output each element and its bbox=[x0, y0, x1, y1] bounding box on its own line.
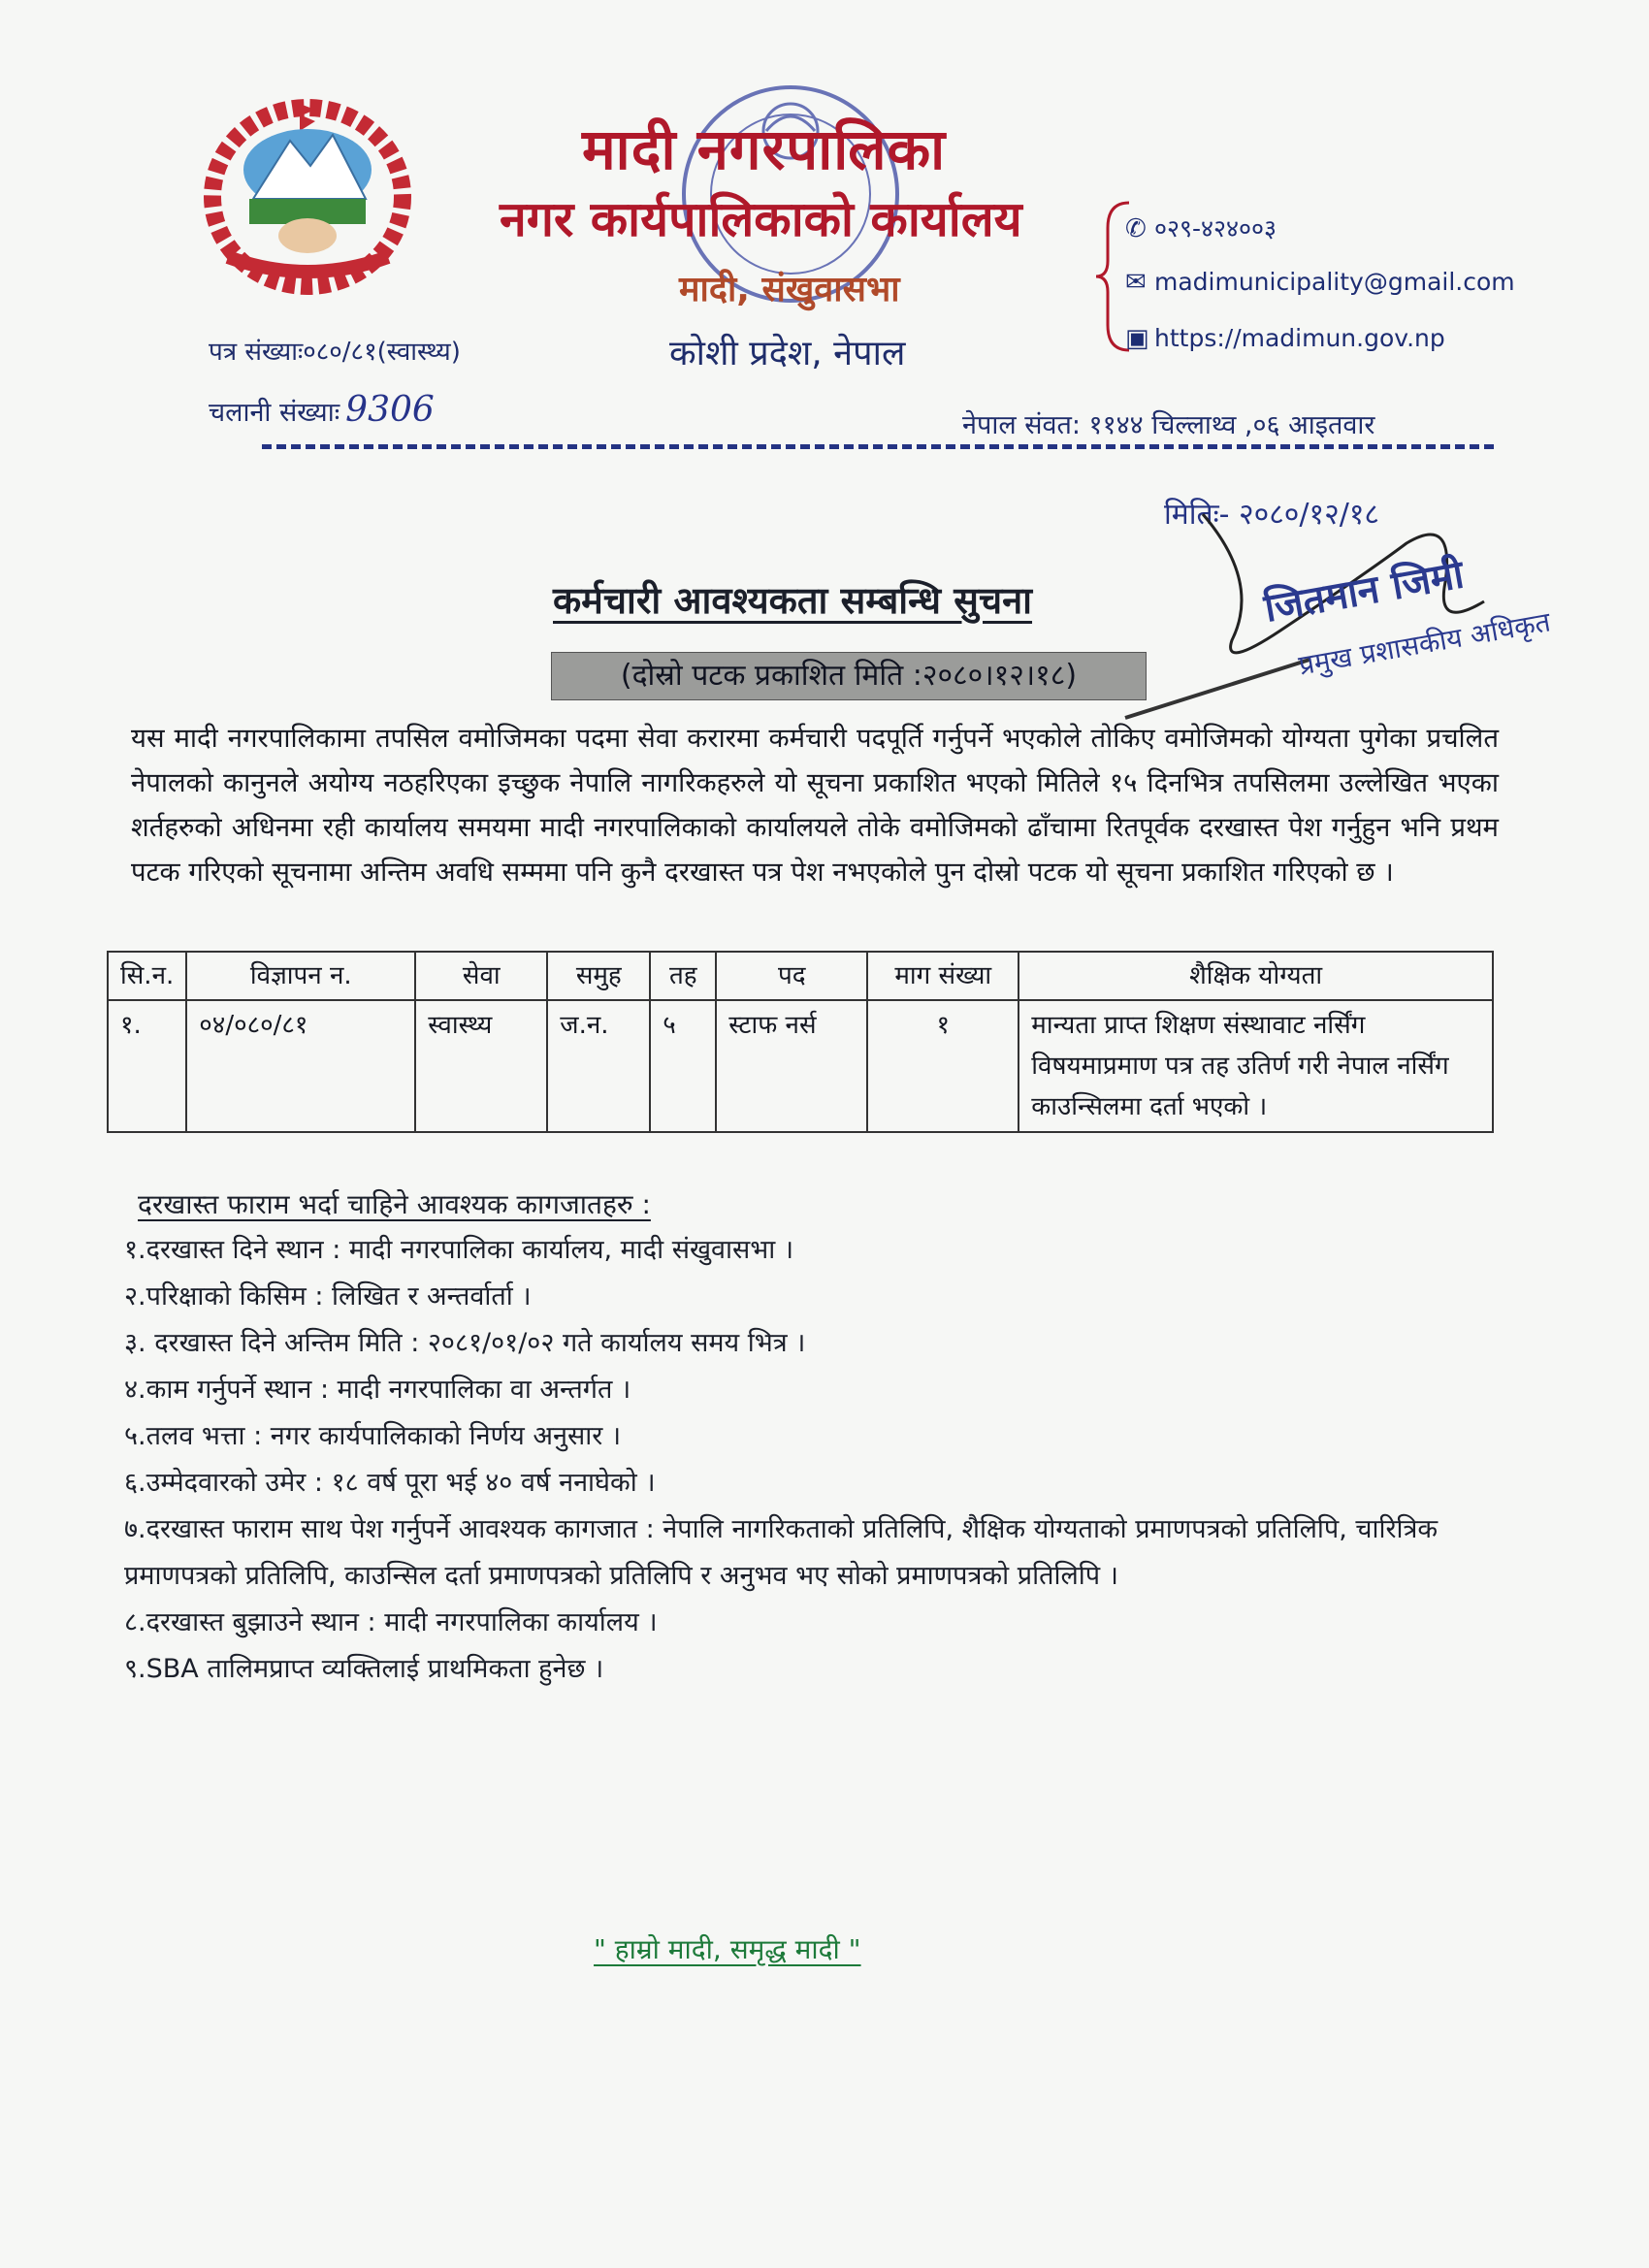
office-name: नगर कार्यपालिकाको कार्यालय bbox=[500, 191, 1022, 247]
org-name: मादी नगरपालिका bbox=[582, 116, 947, 182]
list-item: ६.उम्मेदवारको उमेर : १८ वर्ष पूरा भई ४० वर्ष ननाघेको । bbox=[124, 1468, 656, 1498]
col-header: सेवा bbox=[415, 952, 547, 1000]
patra-sankhya: पत्र संख्याः०८०/८१(स्वास्थ्य) bbox=[209, 338, 461, 367]
table-cell: ज.न. bbox=[547, 1000, 650, 1132]
list-item: ४.काम गर्नुपर्ने स्थान : मादी नगरपालिका वा अन्तर्गत । bbox=[124, 1375, 631, 1405]
computer-icon: ▣ bbox=[1125, 324, 1149, 353]
signatory-name: जितमान जिमी bbox=[1261, 552, 1468, 632]
table-cell: स्वास्थ्य bbox=[415, 1000, 547, 1132]
list-item: ७.दरखास्त फाराम साथ पेश गर्नुपर्ने आवश्यक कागजात : नेपालि नागरिकताको प्रतिलिपि, शैक्षिक योग्यताको प्रमाणपत्रको प्रतिलिपि, चारित्रिक प्रमाणपत्रको प्रतिलिपि, काउन्सिल दर्ता प्रमाणपत्रको प्रतिलिपि र अनुभव भए सोको प्रमाणपत्रको प्रतिलिपि । bbox=[124, 1514, 1439, 1591]
signatory-designation: प्रमुख प्रशासकीय अधिकृत bbox=[1296, 605, 1553, 682]
list-item: ९.SBA तालिमप्राप्त व्यक्तिलाई प्राथमिकता हुनेछ । bbox=[124, 1654, 604, 1684]
requirements-list bbox=[124, 1227, 1521, 1693]
table-header-row bbox=[108, 952, 1493, 1000]
requirements-heading: दरखास्त फाराम भर्दा चाहिने आवश्यक कागजातहरु : bbox=[138, 1188, 651, 1220]
table-cell: १ bbox=[867, 1000, 1018, 1132]
email-icon: ✉ bbox=[1125, 268, 1147, 297]
list-item: ८.दरखास्त बुझाउने स्थान : मादी नगरपालिका कार्यालय । bbox=[124, 1607, 658, 1637]
motto: " हाम्रो मादी, समृद्ध मादी " bbox=[594, 1933, 861, 1965]
contact-website bbox=[1125, 324, 1445, 353]
chalani-label: चलानी संख्याः bbox=[209, 398, 340, 428]
table-cell: ५ bbox=[650, 1000, 716, 1132]
province-name: कोशी प्रदेश, नेपाल bbox=[669, 334, 906, 373]
col-header: समुह bbox=[547, 952, 650, 1000]
table-cell: ०४/०८०/८१ bbox=[186, 1000, 415, 1132]
table-cell: मान्यता प्राप्त शिक्षण संस्थावाट नर्सिंग विषयमाप्रमाण पत्र तह उतिर्ण गरी नेपाल नर्सिंग काउन्सिलमा दर्ता भएको । bbox=[1018, 1000, 1493, 1132]
town-name: मादी, संखुवासभा bbox=[679, 270, 900, 309]
nepal-emblem-logo bbox=[189, 92, 427, 296]
publish-date-banner: (दोस्रो पटक प्रकाशित मिति :२०८०।१२।१८) bbox=[551, 652, 1147, 700]
notice-title: कर्मचारी आवश्यकता सम्बन्धि सुचना bbox=[553, 579, 1033, 622]
vacancy-table bbox=[107, 951, 1494, 1133]
signature-stamp bbox=[1224, 543, 1598, 689]
table-cell: स्टाफ नर्स bbox=[716, 1000, 867, 1132]
col-header: पद bbox=[716, 952, 867, 1000]
notice-body: यस मादी नगरपालिकामा तपसिल वमोजिमका पदमा सेवा करारमा कर्मचारी पदपूर्ति गर्नुपर्ने भएकोले तोकिए वमोजिमको योग्यता पुगेका प्रचलित नेपालको कानुनले अयोग्य नठहरिएका इच्छुक नेपालि नागरिकहरुले यो सूचना प्रकाशित भएको मितिले १५ दिनभित्र तपसिलमा उल्लेखित भएका शर्तहरुको अधिनमा रही कार्यालय समयमा मादी नगरपालिकाको कार्यालयले तोके वमोजिमको ढाँचामा रितपूर्वक दरखास्त पेश गर्नुहुन भनि प्रथम पटक गरिएको सूचनामा अन्तिम अवधि सम्ममा पनि कुनै दरखास्त पत्र पेश नभएकोले पुन दोस्रो पटक यो सूचना प्रकाशित गरिएको छ । bbox=[131, 723, 1499, 888]
list-item: ३. दरखास्त दिने अन्तिम मिति : २०८१/०१/०२ गते कार्यालय समय भित्र । bbox=[124, 1328, 806, 1358]
chalani-sankhya bbox=[209, 390, 435, 430]
col-header: माग संख्या bbox=[867, 952, 1018, 1000]
header-divider bbox=[262, 444, 1494, 449]
email-address[interactable]: madimunicipality@gmail.com bbox=[1154, 268, 1515, 296]
contact-phone bbox=[1125, 211, 1277, 244]
col-header: सि.न. bbox=[108, 952, 186, 1000]
chalani-number: 9306 bbox=[345, 390, 435, 430]
col-header: शैक्षिक योग्यता bbox=[1018, 952, 1493, 1000]
list-item: २.परिक्षाको किसिम : लिखित र अन्तर्वार्ता । bbox=[124, 1281, 532, 1312]
nepal-samvat-date: नेपाल संवत: ११४४ चिल्लाथ्व ,०६ आइतवार bbox=[962, 410, 1375, 440]
issue-date: मितिः- २०८०/१२/१८ bbox=[1164, 498, 1380, 532]
contact-email bbox=[1125, 268, 1515, 297]
phone-number: ०२९-४२४००३ bbox=[1154, 214, 1277, 243]
list-item: ५.तलव भत्ता : नगर कार्यपालिकाको निर्णय अनुसार । bbox=[124, 1421, 622, 1451]
phone-icon: ✆ bbox=[1125, 214, 1147, 243]
col-header: विज्ञापन न. bbox=[186, 952, 415, 1000]
table-cell: १. bbox=[108, 1000, 186, 1132]
table-row bbox=[108, 1000, 1493, 1132]
col-header: तह bbox=[650, 952, 716, 1000]
website-url[interactable]: https://madimun.gov.np bbox=[1154, 324, 1445, 352]
list-item: १.दरखास्त दिने स्थान : मादी नगरपालिका कार्यालय, मादी संखुवासभा । bbox=[124, 1235, 794, 1265]
